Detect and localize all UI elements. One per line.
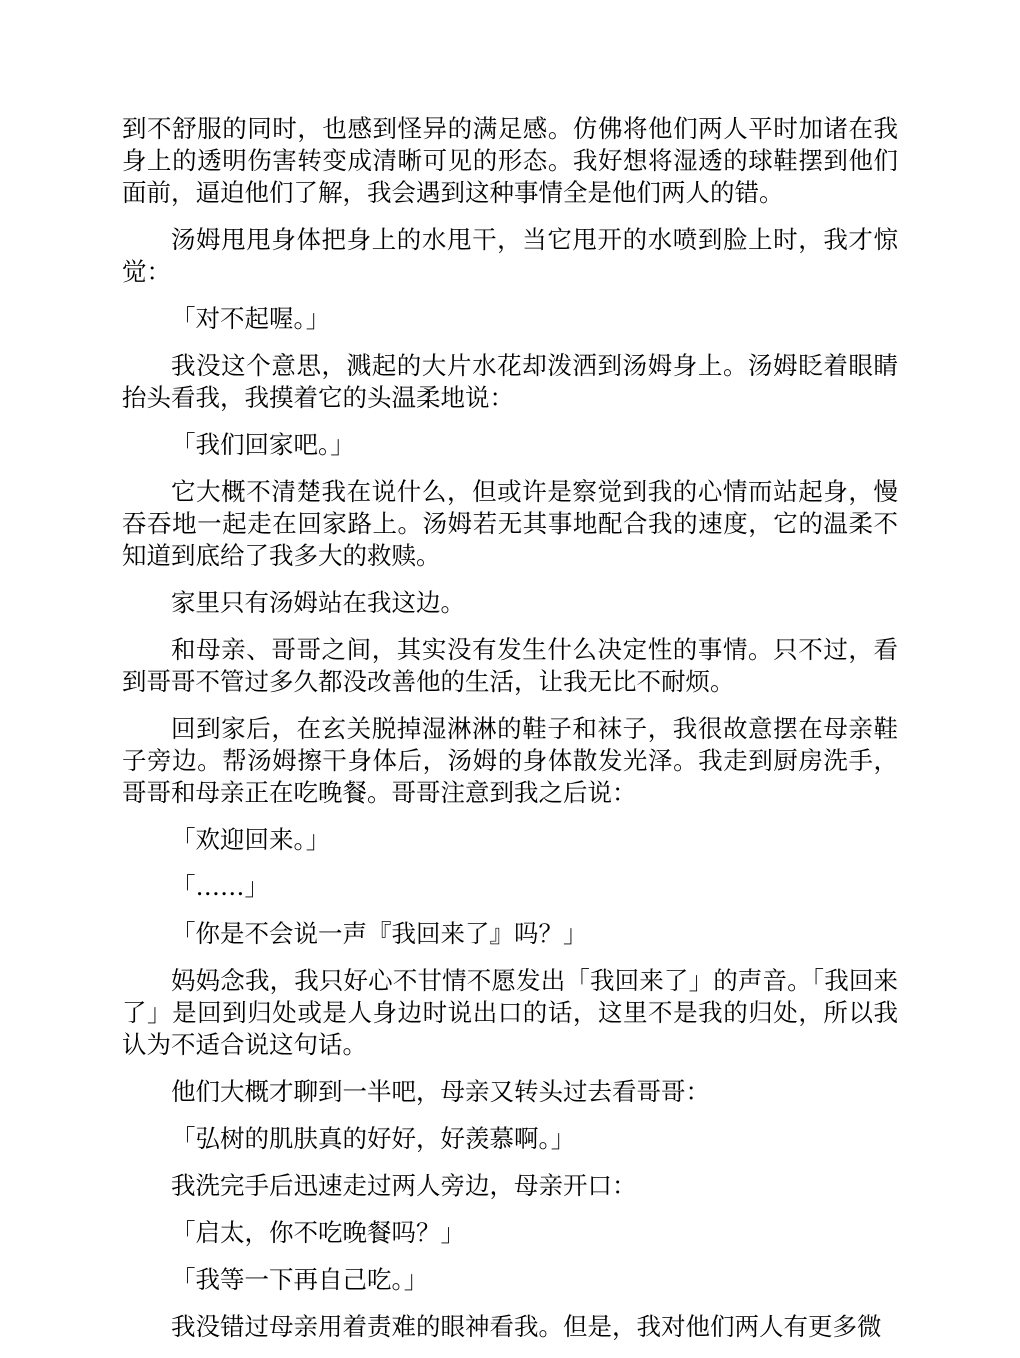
dialogue-line: 「你是不会说一声『我回来了』吗？」 [171, 919, 588, 948]
paragraph: 我没这个意思，溅起的大片水花却泼洒到汤姆身上。汤姆眨着眼睛抬头看我，我摸着它的头温柔地说： [122, 351, 898, 412]
dialogue-line: 「对不起喔。」 [171, 304, 331, 333]
paragraph: 汤姆甩甩身体把身上的水甩干，当它甩开的水喷到脸上时，我才惊觉： [122, 225, 898, 286]
document-page [122, 113, 898, 1358]
paragraph: 到不舒服的同时，也感到怪异的满足感。仿佛将他们两人平时加诸在我身上的透明伤害转变成清晰可见的形态。我好想将湿透的球鞋摆到他们面前，逼迫他们了解，我会遇到这种事情全是他们两人的错。 [122, 114, 898, 207]
paragraph: 回到家后，在玄关脱掉湿淋淋的鞋子和袜子，我很故意摆在母亲鞋子旁边。帮汤姆擦干身体后，汤姆的身体散发光泽。我走到厨房洗手，哥哥和母亲正在吃晚餐。哥哥注意到我之后说： [122, 714, 898, 807]
dialogue-line: 「我等一下再自己吃。」 [171, 1265, 429, 1294]
paragraph: 和母亲、哥哥之间，其实没有发生什么决定性的事情。只不过，看到哥哥不管过多久都没改善他的生活，让我无比不耐烦。 [122, 635, 898, 696]
paragraph: 我洗完手后迅速走过两人旁边，母亲开口： [171, 1171, 637, 1200]
dialogue-line: 「启太，你不吃晚餐吗？」 [171, 1218, 465, 1247]
paragraph: 他们大概才聊到一半吧，母亲又转头过去看哥哥： [171, 1077, 710, 1106]
paragraph: 它大概不清楚我在说什么，但或许是察觉到我的心情而站起身，慢吞吞地一起走在回家路上。汤姆若无其事地配合我的速度，它的温柔不知道到底给了我多大的救赎。 [122, 477, 898, 570]
dialogue-line: 「我们回家吧。」 [171, 430, 355, 459]
dialogue-line: 「……」 [171, 872, 269, 901]
dialogue-line: 「弘树的肌肤真的好好，好羡慕啊。」 [171, 1124, 576, 1153]
paragraph: 妈妈念我，我只好心不甘情不愿发出「我回来了」的声音。「我回来了」是回到归处或是人身边时说出口的话，这里不是我的归处，所以我认为不适合说这句话。 [122, 966, 898, 1059]
paragraph: 家里只有汤姆站在我这边。 [171, 588, 465, 617]
paragraph: 我没错过母亲用着责难的眼神看我。但是，我对他们两人有更多微 [171, 1312, 882, 1341]
dialogue-line: 「欢迎回来。」 [171, 825, 331, 854]
